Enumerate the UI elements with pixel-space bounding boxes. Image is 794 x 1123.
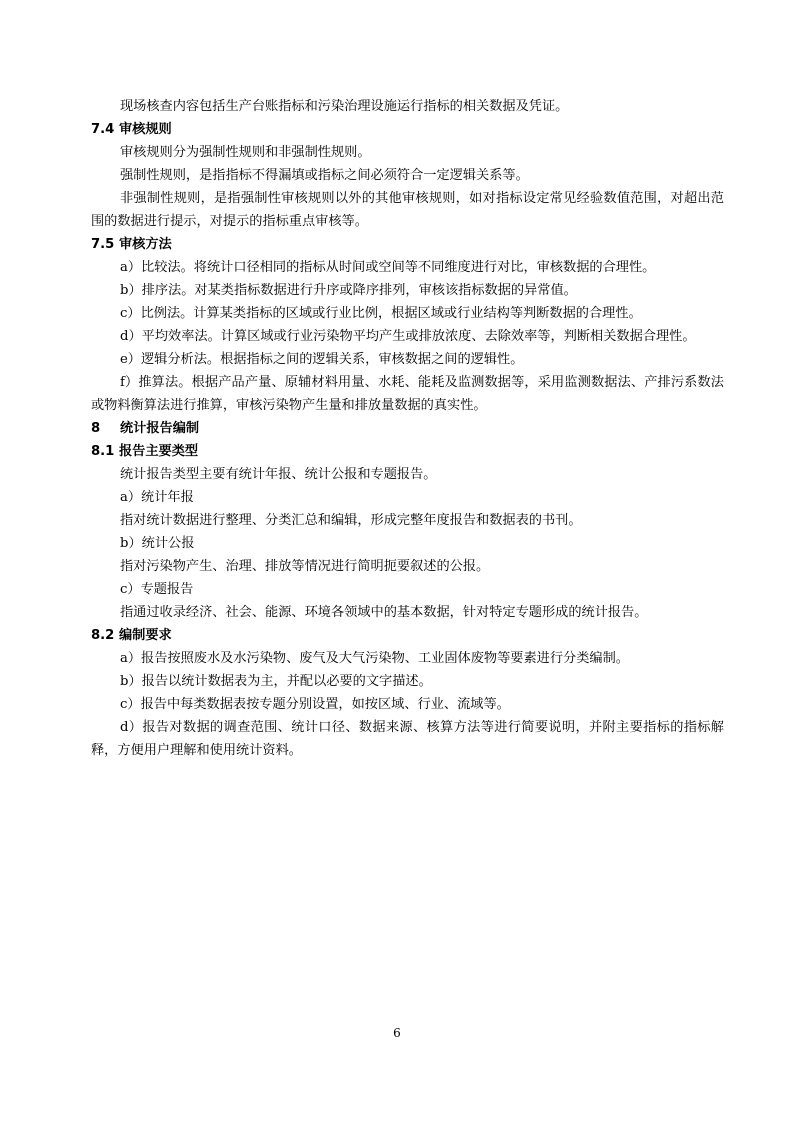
section-heading-8-2: 8.2 编制要求 xyxy=(91,628,172,643)
paragraph: 非强制性规则，是指强制性审核规则以外的其他审核规则，如对指标设定常见经验数值范围，对超出范围的数据进行提示，对提示的指标重点审核等。 xyxy=(91,191,724,229)
paragraph-intro: 现场核查内容包括生产台账指标和污染治理设施运行指标的相关数据及凭证。 xyxy=(120,99,569,114)
list-item: c）报告中每类数据表按专题分别设置，如按区域、行业、流域等。 xyxy=(120,697,510,712)
paragraph: 指对污染物产生、治理、排放等情况进行简明扼要叙述的公报。 xyxy=(120,559,490,574)
list-item: c）比例法。计算某类指标的区域或行业比例，根据区域或行业结构等判断数据的合理性。 xyxy=(120,306,642,321)
list-item: d）平均效率法。计算区域或行业污染物平均产生或排放浓度、去除效率等，判断相关数据合理性。 xyxy=(120,329,696,344)
section-heading-8-1: 8.1 报告主要类型 xyxy=(91,444,199,459)
document-body xyxy=(91,95,724,762)
subheading: c）专题报告 xyxy=(120,582,194,597)
list-item: f）推算法。根据产品产量、原辅材料用量、水耗、能耗及监测数据等，采用监测数据法、产排污系数法或物料衡算法进行推算，审核污染物产生量和排放量数据的真实性。 xyxy=(91,375,724,413)
page-number: 6 xyxy=(393,1026,401,1040)
list-item: e）逻辑分析法。根据指标之间的逻辑关系，审核数据之间的逻辑性。 xyxy=(120,352,524,367)
subheading: a）统计年报 xyxy=(120,490,194,505)
section-heading-7-4: 7.4 审核规则 xyxy=(91,122,172,137)
section-heading-7-5: 7.5 审核方法 xyxy=(91,237,172,252)
list-item: b）报告以统计数据表为主，并配以必要的文字描述。 xyxy=(120,674,432,689)
paragraph: 审核规则分为强制性规则和非强制性规则。 xyxy=(120,145,371,160)
list-item: a）比较法。将统计口径相同的指标从时间或空间等不同维度进行对比，审核数据的合理性。 xyxy=(120,260,656,275)
list-item: b）排序法。对某类指标数据进行升序或降序排列，审核该指标数据的异常值。 xyxy=(120,283,577,298)
paragraph: 指通过收录经济、社会、能源、环境各领域中的基本数据，针对特定专题形成的统计报告。 xyxy=(120,605,648,620)
paragraph: 强制性规则，是指指标不得漏填或指标之间必须符合一定逻辑关系等。 xyxy=(120,168,529,183)
paragraph: 统计报告类型主要有统计年报、统计公报和专题报告。 xyxy=(120,467,437,482)
list-item: a）报告按照废水及水污染物、废气及大气污染物、工业固体废物等要素进行分类编制。 xyxy=(120,651,629,666)
chapter-heading-8 xyxy=(91,417,724,440)
paragraph: 指对统计数据进行整理、分类汇总和编辑，形成完整年度报告和数据表的书刊。 xyxy=(120,513,582,528)
chapter-title: 统计报告编制 xyxy=(120,421,200,436)
subheading: b）统计公报 xyxy=(120,536,195,551)
chapter-number: 8 xyxy=(91,421,101,436)
list-item: d）报告对数据的调查范围、统计口径、数据来源、核算方法等进行简要说明，并附主要指标的指标解释，方便用户理解和使用统计资料。 xyxy=(91,720,724,758)
